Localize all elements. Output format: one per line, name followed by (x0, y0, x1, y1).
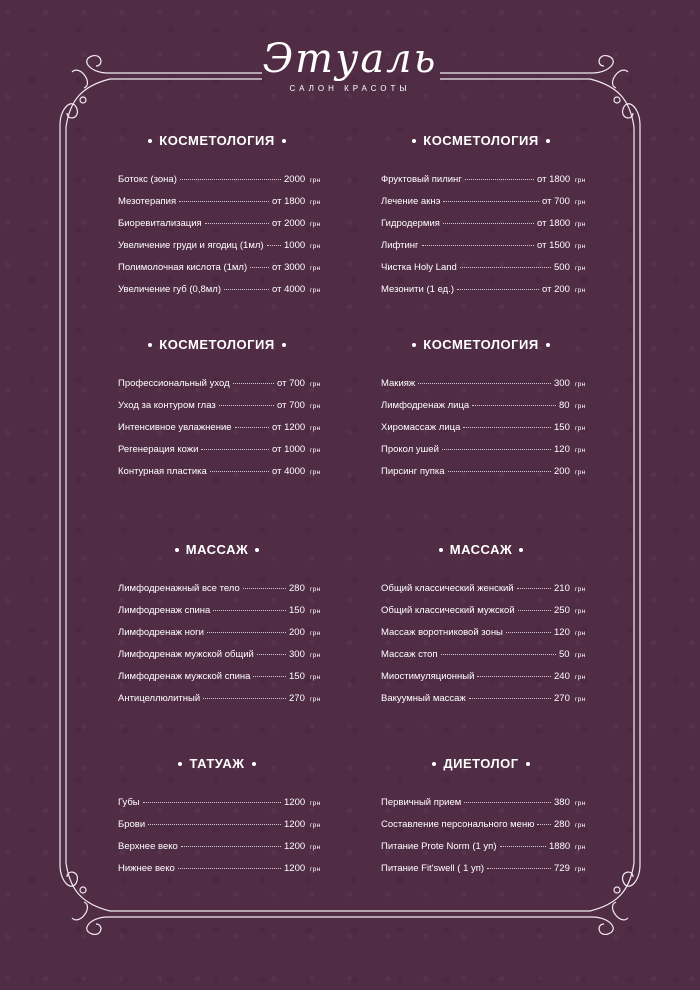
service-price: от 4000 (272, 284, 306, 295)
bullet-dot-icon (148, 139, 152, 143)
dotted-leader (517, 588, 551, 589)
section-title-text: ДИЕТОЛОГ (443, 756, 519, 771)
dotted-leader (178, 868, 281, 869)
dotted-leader (464, 802, 551, 803)
dotted-leader (213, 610, 286, 611)
dotted-leader (233, 383, 274, 384)
dotted-leader (472, 405, 556, 406)
service-name: Полимолочная кислота (1мл) (118, 262, 248, 273)
bullet-dot-icon (432, 762, 436, 766)
service-price: 200 (554, 466, 570, 477)
service-price: 280 (554, 819, 570, 830)
dotted-leader (205, 223, 269, 224)
price-row (381, 399, 585, 413)
service-price: от 1800 (272, 196, 306, 207)
price-row (381, 648, 585, 662)
section-title (117, 542, 317, 557)
brand-name: Этуаль (262, 36, 438, 82)
dotted-leader (253, 676, 286, 677)
currency-unit: грн (575, 630, 586, 637)
service-name: Гидродермия (381, 218, 440, 229)
service-price: 150 (554, 422, 570, 433)
price-row (381, 217, 585, 231)
dotted-leader (224, 289, 269, 290)
dotted-leader (442, 449, 551, 450)
currency-unit: грн (310, 822, 321, 829)
price-row (118, 604, 320, 618)
price-row (118, 465, 320, 479)
service-price: 1200 (284, 841, 306, 852)
service-name: Нижнее веко (118, 863, 175, 874)
currency-unit: грн (575, 243, 586, 250)
currency-unit: грн (575, 199, 586, 206)
dotted-leader (267, 245, 281, 246)
service-price: 1000 (284, 240, 306, 251)
bullet-dot-icon (282, 139, 286, 143)
service-price: 1880 (549, 841, 571, 852)
dotted-leader (500, 846, 546, 847)
currency-unit: грн (310, 425, 321, 432)
service-name: Вакуумный массаж (381, 693, 466, 704)
price-row (381, 818, 585, 832)
price-row (118, 648, 320, 662)
service-name: Лифтинг (381, 240, 419, 251)
dotted-leader (250, 267, 269, 268)
section-title-text: КОСМЕТОЛОГИЯ (159, 337, 275, 352)
dotted-leader (207, 632, 286, 633)
service-price: 380 (554, 797, 570, 808)
service-name: Мезотерапия (118, 196, 177, 207)
currency-unit: грн (575, 800, 586, 807)
bullet-dot-icon (252, 762, 256, 766)
service-name: Увеличение груди и ягодиц (1мл) (118, 240, 264, 251)
price-row (118, 377, 320, 391)
price-row (381, 796, 585, 810)
dotted-leader (537, 824, 551, 825)
service-name: Питание Fit'swell ( 1 уп) (381, 863, 485, 874)
currency-unit: грн (575, 221, 586, 228)
brand-subtitle: САЛОН КРАСОТЫ (289, 84, 411, 93)
price-row (118, 862, 320, 876)
bullet-dot-icon (519, 548, 523, 552)
service-name: Лимфодренаж спина (118, 605, 211, 616)
service-price: от 200 (542, 284, 570, 295)
currency-unit: грн (575, 425, 586, 432)
currency-unit: грн (575, 469, 586, 476)
dotted-leader (463, 427, 551, 428)
service-price: от 1800 (537, 218, 571, 229)
currency-unit: грн (575, 447, 586, 454)
bullet-dot-icon (175, 548, 179, 552)
price-row (118, 239, 320, 253)
currency-unit: грн (310, 630, 321, 637)
service-name: Мезонити (1 ед.) (381, 284, 454, 295)
price-row (381, 582, 585, 596)
currency-unit: грн (310, 800, 321, 807)
price-row (381, 604, 585, 618)
service-name: Лимфодренажный все тело (118, 583, 240, 594)
price-row (118, 173, 320, 187)
service-name: Миостимуляционный (381, 671, 475, 682)
price-row (381, 261, 585, 275)
dotted-leader (518, 610, 551, 611)
bullet-dot-icon (412, 343, 416, 347)
service-price: 280 (289, 583, 305, 594)
service-price: 270 (289, 693, 305, 704)
currency-unit: грн (575, 822, 586, 829)
service-name: Лимфодренаж мужской общий (118, 649, 254, 660)
service-price: 80 (559, 400, 570, 411)
bullet-dot-icon (546, 139, 550, 143)
service-name: Хиромассаж лица (381, 422, 461, 433)
price-row (118, 283, 320, 297)
price-row (118, 670, 320, 684)
bullet-dot-icon (255, 548, 259, 552)
section-title (117, 337, 317, 352)
price-row (118, 692, 320, 706)
dotted-leader (460, 267, 551, 268)
price-row (381, 670, 585, 684)
section-title (381, 756, 581, 771)
dotted-leader (422, 245, 534, 246)
price-row (118, 840, 320, 854)
price-row (381, 283, 585, 297)
service-price: 120 (554, 627, 570, 638)
currency-unit: грн (575, 866, 586, 873)
service-name: Общий классический женский (381, 583, 514, 594)
service-name: Увеличение губ (0,8мл) (118, 284, 221, 295)
service-name: Пирсинг пупка (381, 466, 445, 477)
dotted-leader (143, 802, 281, 803)
section-title (117, 133, 317, 148)
price-row (381, 465, 585, 479)
price-row (118, 261, 320, 275)
currency-unit: грн (310, 608, 321, 615)
currency-unit: грн (310, 199, 321, 206)
currency-unit: грн (310, 287, 321, 294)
service-price: от 1500 (537, 240, 571, 251)
currency-unit: грн (575, 177, 586, 184)
currency-unit: грн (575, 652, 586, 659)
service-name: Регенерация кожи (118, 444, 199, 455)
currency-unit: грн (575, 608, 586, 615)
service-name: Интенсивное увлажнение (118, 422, 232, 433)
section-title-text: ТАТУАЖ (189, 756, 245, 771)
service-price: 150 (289, 605, 305, 616)
section-title-text: КОСМЕТОЛОГИЯ (423, 133, 539, 148)
service-price: от 700 (277, 378, 305, 389)
bullet-dot-icon (526, 762, 530, 766)
currency-unit: грн (575, 287, 586, 294)
currency-unit: грн (310, 221, 321, 228)
currency-unit: грн (310, 844, 321, 851)
dotted-leader (148, 824, 281, 825)
service-price: 500 (554, 262, 570, 273)
dotted-leader (243, 588, 286, 589)
service-name: Контурная пластика (118, 466, 207, 477)
currency-unit: грн (310, 447, 321, 454)
price-row (118, 195, 320, 209)
section-title (381, 542, 581, 557)
price-row (118, 399, 320, 413)
bullet-dot-icon (178, 762, 182, 766)
service-name: Лимфодренаж мужской спина (118, 671, 251, 682)
price-row (118, 582, 320, 596)
currency-unit: грн (310, 652, 321, 659)
dotted-leader (469, 698, 551, 699)
price-row (118, 421, 320, 435)
price-row (381, 173, 585, 187)
service-name: Макияж (381, 378, 416, 389)
service-price: 50 (559, 649, 570, 660)
section-title (117, 756, 317, 771)
price-row (381, 239, 585, 253)
dotted-leader (235, 427, 269, 428)
price-row (381, 421, 585, 435)
price-row (381, 862, 585, 876)
dotted-leader (506, 632, 551, 633)
brand-logo (250, 36, 450, 96)
service-name: Лимфодренаж ноги (118, 627, 204, 638)
service-price: от 700 (277, 400, 305, 411)
service-price: от 1200 (272, 422, 306, 433)
service-name: Профессиональный уход (118, 378, 230, 389)
section-title (381, 133, 581, 148)
section-title-text: КОСМЕТОЛОГИЯ (423, 337, 539, 352)
bullet-dot-icon (282, 343, 286, 347)
service-name: Верхнее веко (118, 841, 178, 852)
currency-unit: грн (310, 866, 321, 873)
currency-unit: грн (310, 586, 321, 593)
service-price: 250 (554, 605, 570, 616)
price-row (381, 195, 585, 209)
section-title (381, 337, 581, 352)
dotted-leader (487, 868, 551, 869)
currency-unit: грн (310, 265, 321, 272)
service-name: Брови (118, 819, 146, 830)
dotted-leader (179, 201, 269, 202)
service-price: от 700 (542, 196, 570, 207)
service-name: Составление персонального меню (381, 819, 535, 830)
bullet-dot-icon (546, 343, 550, 347)
currency-unit: грн (575, 696, 586, 703)
service-price: 200 (289, 627, 305, 638)
service-price: от 1800 (537, 174, 571, 185)
service-name: Чистка Holy Land (381, 262, 457, 273)
service-price: 210 (554, 583, 570, 594)
section-title-text: МАССАЖ (185, 542, 249, 557)
currency-unit: грн (575, 674, 586, 681)
price-row (118, 626, 320, 640)
service-price: 300 (289, 649, 305, 660)
service-price: 729 (554, 863, 570, 874)
service-price: от 1000 (272, 444, 306, 455)
currency-unit: грн (310, 696, 321, 703)
service-price: 120 (554, 444, 570, 455)
service-price: 1200 (284, 797, 306, 808)
section-title-text: МАССАЖ (449, 542, 513, 557)
service-price: 1200 (284, 863, 306, 874)
service-price: 240 (554, 671, 570, 682)
service-price: 1200 (284, 819, 306, 830)
service-price: от 4000 (272, 466, 306, 477)
price-row (381, 626, 585, 640)
currency-unit: грн (575, 381, 586, 388)
service-name: Лимфодренаж лица (381, 400, 470, 411)
price-row (381, 840, 585, 854)
service-name: Первичный прием (381, 797, 462, 808)
dotted-leader (210, 471, 269, 472)
price-row (381, 377, 585, 391)
service-name: Губы (118, 797, 140, 808)
service-price: 300 (554, 378, 570, 389)
bullet-dot-icon (412, 139, 416, 143)
price-row (118, 217, 320, 231)
price-row (118, 796, 320, 810)
service-price: 270 (554, 693, 570, 704)
service-price: от 2000 (272, 218, 306, 229)
currency-unit: грн (310, 177, 321, 184)
dotted-leader (203, 698, 286, 699)
service-price: 150 (289, 671, 305, 682)
dotted-leader (201, 449, 269, 450)
service-name: Ботокс (зона) (118, 174, 177, 185)
service-name: Лечение акнэ (381, 196, 441, 207)
dotted-leader (443, 223, 534, 224)
service-name: Массаж стоп (381, 649, 438, 660)
service-name: Антицеллюлитный (118, 693, 201, 704)
dotted-leader (257, 654, 286, 655)
bullet-dot-icon (148, 343, 152, 347)
section-title-text: КОСМЕТОЛОГИЯ (159, 133, 275, 148)
dotted-leader (219, 405, 274, 406)
dotted-leader (418, 383, 551, 384)
service-name: Массаж воротниковой зоны (381, 627, 503, 638)
currency-unit: грн (575, 844, 586, 851)
currency-unit: грн (575, 403, 586, 410)
currency-unit: грн (310, 403, 321, 410)
dotted-leader (441, 654, 556, 655)
service-name: Уход за контуром глаз (118, 400, 216, 411)
dotted-leader (465, 179, 534, 180)
currency-unit: грн (310, 674, 321, 681)
price-row (381, 692, 585, 706)
service-price: от 3000 (272, 262, 306, 273)
currency-unit: грн (575, 586, 586, 593)
price-row (381, 443, 585, 457)
currency-unit: грн (575, 265, 586, 272)
service-name: Питание Prote Norm (1 уп) (381, 841, 497, 852)
dotted-leader (457, 289, 539, 290)
dotted-leader (180, 179, 281, 180)
dotted-leader (448, 471, 551, 472)
service-name: Фруктовый пилинг (381, 174, 462, 185)
price-row (118, 818, 320, 832)
service-price: 2000 (284, 174, 306, 185)
bullet-dot-icon (439, 548, 443, 552)
currency-unit: грн (310, 243, 321, 250)
dotted-leader (477, 676, 551, 677)
dotted-leader (181, 846, 281, 847)
service-name: Прокол ушей (381, 444, 439, 455)
service-name: Общий классический мужской (381, 605, 515, 616)
dotted-leader (443, 201, 539, 202)
service-name: Биоревитализация (118, 218, 202, 229)
price-row (118, 443, 320, 457)
currency-unit: грн (310, 469, 321, 476)
currency-unit: грн (310, 381, 321, 388)
